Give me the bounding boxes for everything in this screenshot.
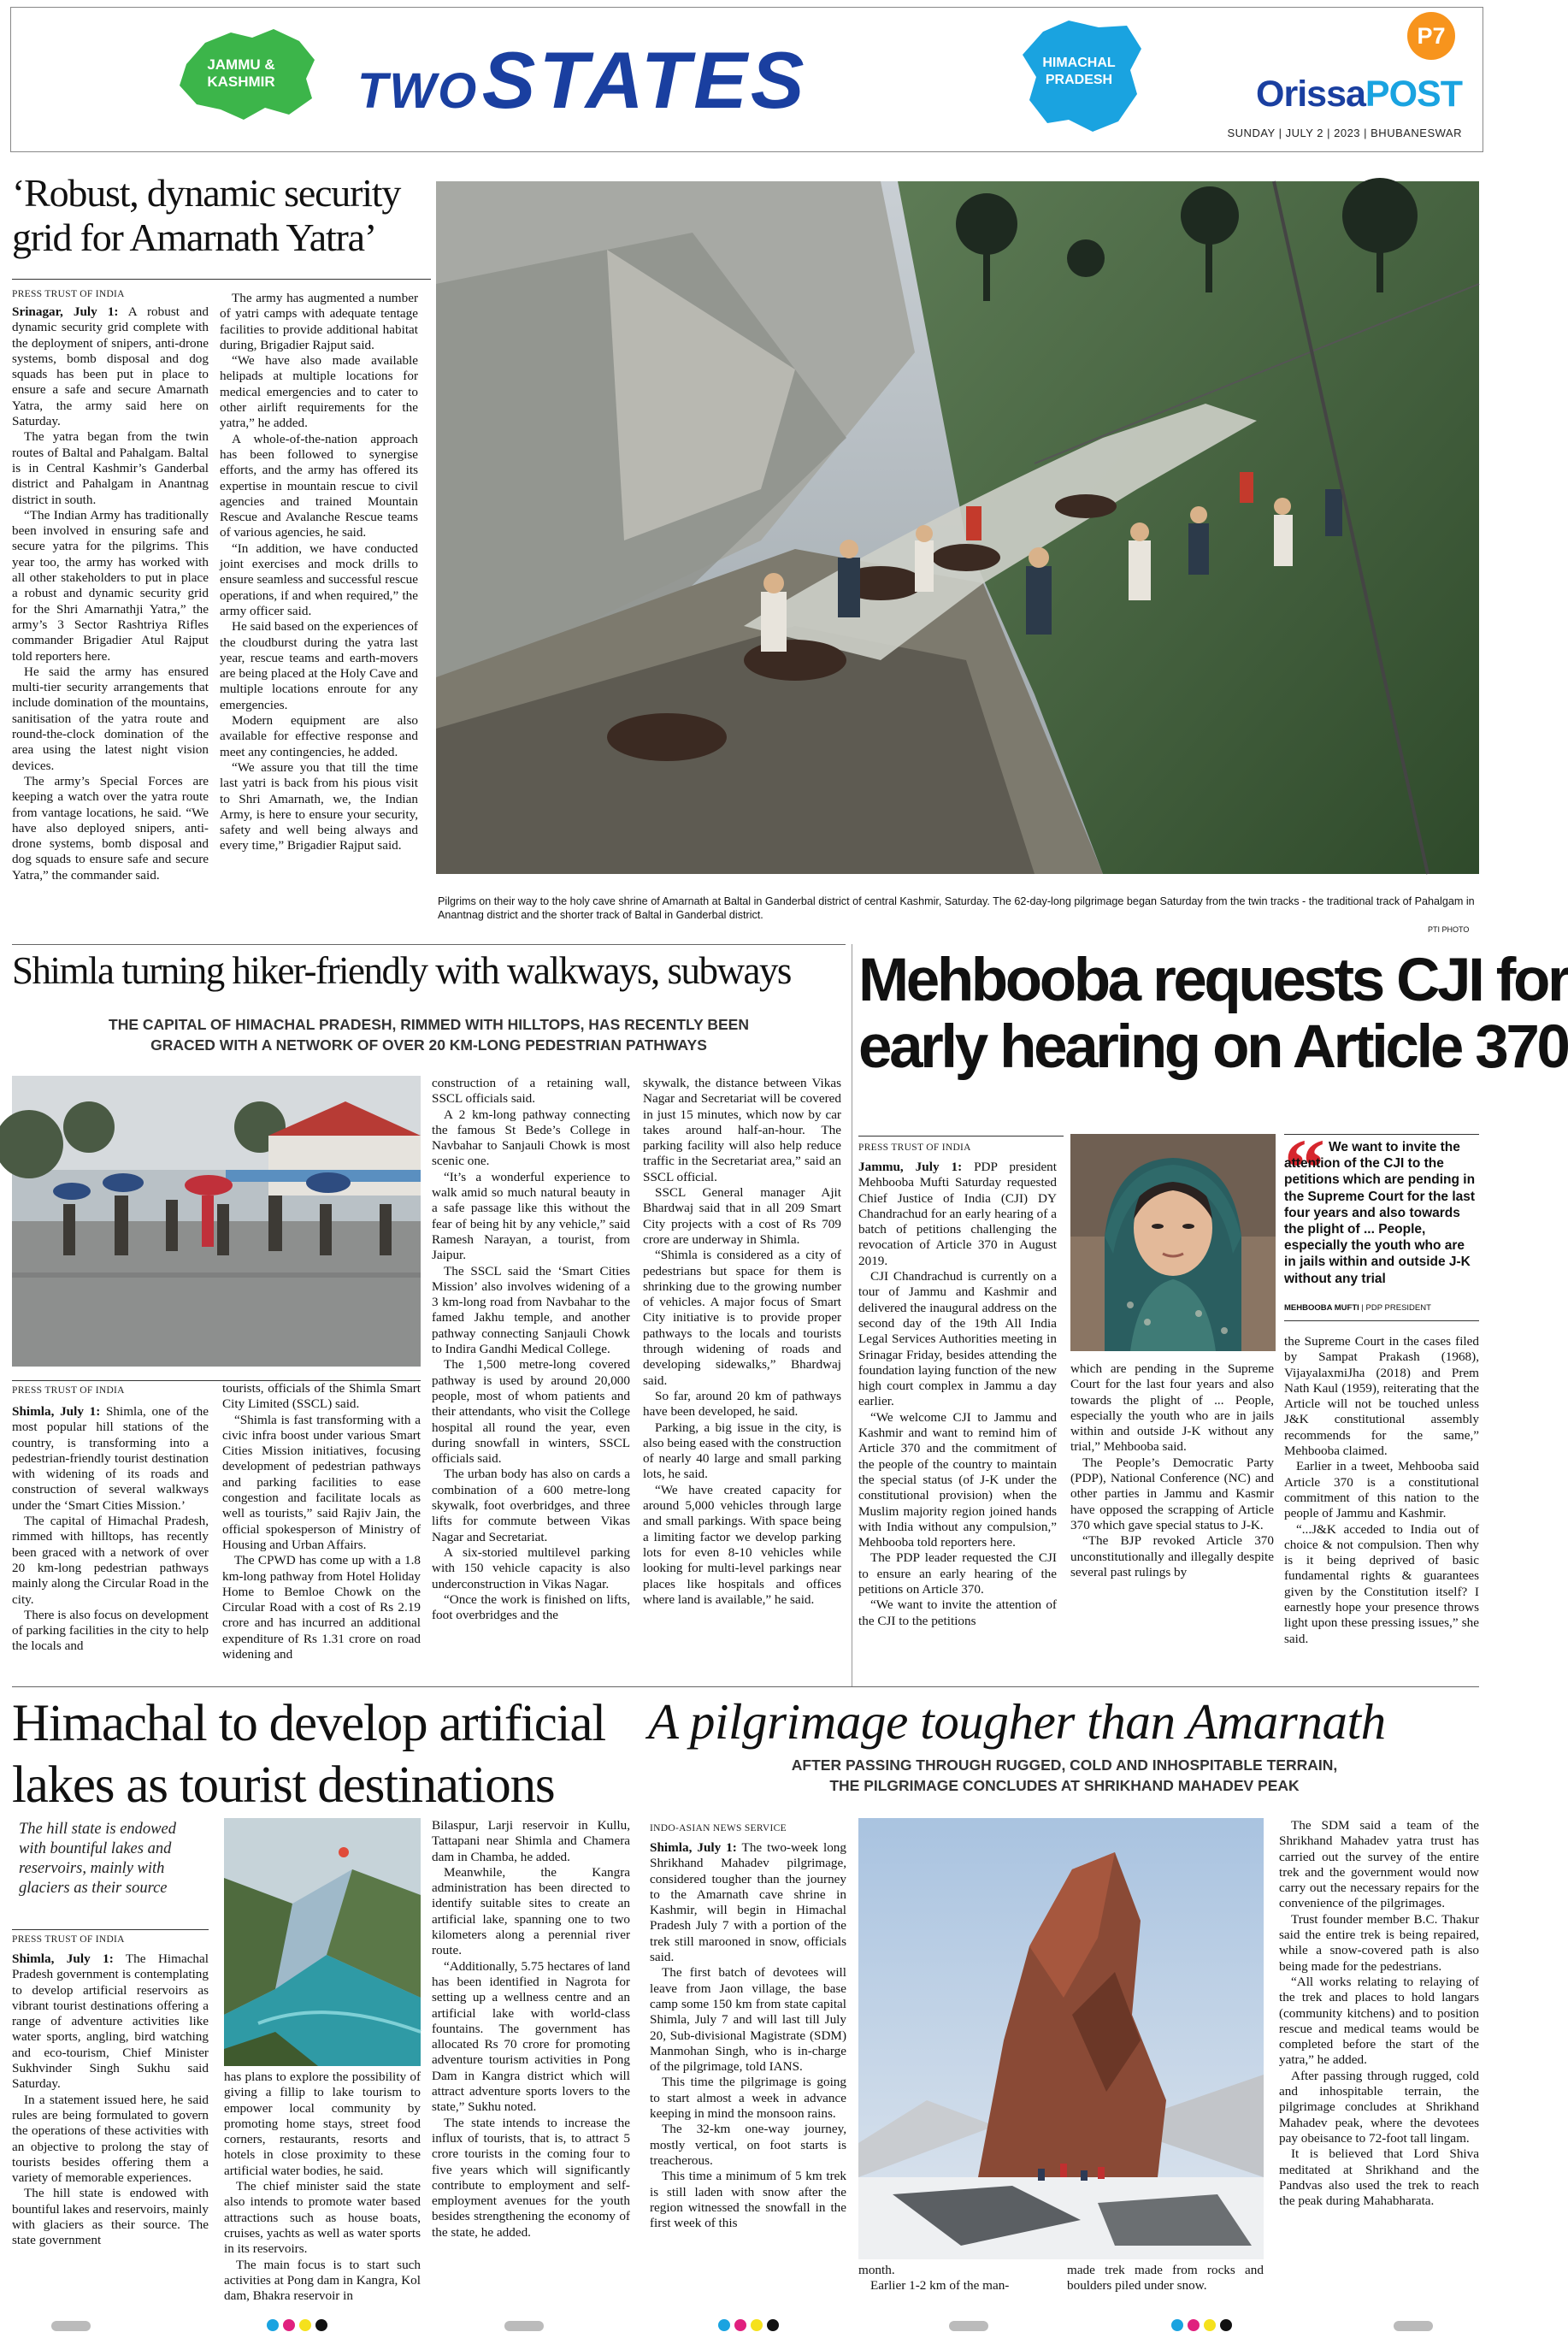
story5-byline: INDO-ASIAN NEWS SERVICE (650, 1823, 787, 1833)
article-paragraph: This time the pilgrimage is going to start almost a week in advance keeping in mind the monsoon rains. (650, 2075, 846, 2122)
pull-quote-attribution: MEHBOOBA MUFTI | PDP PRESIDENT (1284, 1303, 1431, 1313)
article-paragraph: After passing through rugged, cold and inhospitable terrain, the pilgrimage concludes at Shrikhand Mahadev peak, where the devotees pay obeisance to 72-foot tall lingam. (1279, 2068, 1479, 2146)
article-paragraph: “It’s a wonderful experience to walk amid so much natural beauty in a safe passage like this without the fear of being hit by any vehicle,” said Ramesh Narayan, a tourist, from Jaipur. (432, 1169, 630, 1263)
article-paragraph: There is also focus on development of parking facilities in the city to help the locals and (12, 1607, 209, 1654)
article-paragraph: “The BJP revoked Article 370 unconstitutionally and illegally despite several past rulings by (1070, 1533, 1274, 1579)
article-paragraph: Parking, a big issue in the city, is also being eased with the construction of nearly 40 large and small parking lots, he said. (643, 1420, 841, 1482)
article-paragraph: SSCL General manager Ajit Bhardwaj said that in all 209 Smart City projects with a cost of Rs 709 crore are underway in Shimla. (643, 1185, 841, 1247)
divider (1284, 1320, 1479, 1321)
article-paragraph: construction of a retaining wall, SSCL officials said. (432, 1076, 630, 1107)
article-paragraph: The urban body has also on cards a combination of a 600 metre-long skywalk, foot overbridges, and three lifts for commute between Vikas Nagar and Secretariat. (432, 1467, 630, 1544)
article-paragraph: made trek made from rocks and boulders piled under snow. (1067, 2263, 1264, 2294)
article-paragraph: “Shimla is fast transforming with a civic infra boost under various Smart Cities Mission initiatives, focusing development of pedestrian pathways and parking facilities to ease congestion and facilitate locals as well as tourists,” said Rajiv Jain, the official spokesperson of Ministry of Housing and Urban Affairs. (222, 1412, 421, 1552)
article-paragraph: Earlier 1-2 km of the man- (870, 2278, 1010, 2294)
story3-column-2 (1070, 1361, 1274, 1580)
article-paragraph: The 32-km one-way journey, mostly vertical, on foot starts is treacherous. (650, 2122, 846, 2168)
story4-headline-line2: lakes as tourist destinations (12, 1756, 555, 1814)
article-paragraph: The capital of Himachal Pradesh, rimmed with hilltops, has recently been graced with a network of over 20 km-long pedestrian pathways mainly along the Circular Road in the city. (12, 1514, 209, 1607)
story2-column-4 (643, 1076, 841, 1608)
article-paragraph: He said the army has ensured multi-tier security arrangements that include domination of the mountains, sanitisation of the yatra route and round-the-clock domination of the area using the latest night vision devices. (12, 664, 209, 773)
story2-deck-line2: GRACED WITH A NETWORK OF OVER 20 KM-LONG PEDESTRIAN PATHWAYS (150, 1036, 707, 1054)
article-paragraph: “In addition, we have conducted joint exercises and mock drills to ensure seamless and successful rescue operations, if and when required,” the army officer said. (220, 540, 418, 618)
color-registration-dots (718, 2319, 779, 2331)
article-paragraph: “Additionally, 5.75 hectares of land has been identified in Nagrota for setting up a wellness centre and an artificial lake with world-class fountains. The government has allocated Rs 70 crore for promoting adventure tourism activities in Pong Dam in Kangra district which will attract adventure sports lovers to the state,” Sukhu noted. (432, 1958, 630, 2115)
article-paragraph: has plans to explore the possibility of giving a fillip to lake tourism to empower local community by promoting home stays, street food corners, restaurants, resorts and hotels in close proximity to these artificial water bodies, he said. (224, 2069, 421, 2178)
story1-headline (12, 171, 431, 260)
article-paragraph: Shimla, July 1: Shimla, one of the most popular hill stations of the country, is transforming into a pedestrian-friendly tourist destination with widening of its roads and construction of several walkways under the ‘Smart Cities Mission.’ (12, 1404, 209, 1513)
story3-column-1 (858, 1160, 1057, 1629)
story4-column-2 (224, 2069, 421, 2304)
logo-orissa: Orissa (1256, 74, 1365, 115)
story4-byline: PRESS TRUST OF INDIA (12, 1934, 125, 1945)
article-paragraph: The SDM said a team of the Shrikhand Mahadev yatra trust has carried out the survey of the entire trek and the government would now carry out the necessary repairs for the convenience of the pilgrimages. (1279, 1818, 1479, 1911)
article-paragraph: “We welcome CJI to Jammu and Kashmir and want to remind him of Article 370 and the commitment of the people of the country to maintain the special status (of J-K under the constitutional provision) when the Muslim majority region joined hands with India without any compulsion,” Mehbooba told reporters here. (858, 1409, 1057, 1550)
story2-column-2 (222, 1381, 421, 1662)
divider (858, 1136, 1064, 1137)
article-paragraph: The People’s Democratic Party (PDP), National Conference (NC) and other parties in Jammu and Kasmir have opposed the scrapping of Article 370 which gave special status to J-K. (1070, 1455, 1274, 1532)
story3-column-3 (1284, 1334, 1479, 1647)
article-paragraph: tourists, officials of the Shimla Smart City Limited (SSCL) said. (222, 1381, 421, 1412)
story2-column-3 (432, 1076, 630, 1623)
story1-column-1 (12, 304, 209, 883)
story2-deck (12, 1014, 846, 1055)
article-paragraph: Meanwhile, the Kangra administration has been directed to identify suitable sites to create an artificial lake, spanning one to two kilometers along a perennial river route. (432, 1864, 630, 1958)
story1-headline-line1: ‘Robust, dynamic security (12, 171, 401, 215)
article-paragraph: “We want to invite the attention of the CJI to the petitions (858, 1597, 1057, 1628)
quote-role: PDP PRESIDENT (1365, 1303, 1431, 1313)
story2-byline: PRESS TRUST OF INDIA (12, 1385, 125, 1396)
jammu-kashmir-label: JAMMU & KASHMIR (207, 56, 275, 90)
article-paragraph: In a statement issued here, he said rules are being formulated to govern the operations of these activities with an objective to prolong the stay of tourists besides offering them a variety of memorable experiences. (12, 2092, 209, 2186)
article-paragraph: which are pending in the Supreme Court for the last four years and also towards the plight of ... People, especially the youth who are in jails within and outside J-K without any trial,” Mehbooba said. (1070, 1361, 1274, 1455)
article-paragraph: Modern equipment are also available for effective response and meet any contingencies, he added. (220, 713, 418, 759)
article-paragraph: “We assure you that till the time last yatri is back from his pious visit to Shri Amarnath, we, the Indian Army, is here to ensure your security, safety and well being always and every time,” Brigadier Rajput said. (220, 759, 418, 853)
pull-quote-text: We want to invite the attention of the CJI to the petitions which are pending in the Supreme Court for the last four years and also towards the plight of ... People, especially the youth who are in jails within and outside J-K without any trial (1284, 1140, 1476, 1286)
article-paragraph: The first batch of devotees will leave from Jaon village, the base camp some 150 km from state capital Shimla, July 7 and will last till July 20, Sub-divisional Magistrate (SDM) Manmohan Singh, who is in-charge of the pilgrimage, told IANS. (650, 1965, 846, 2075)
article-paragraph: “We have also made available helipads at multiple locations for medical emergencies and to cater to other airlift requirements for the yatra,” he added. (220, 353, 418, 431)
article-dateline: Shimla, July 1: (12, 1951, 114, 1966)
section-title (357, 34, 956, 128)
article-paragraph: the Supreme Court in the cases filed by Sampat Prakash (1968), VijayalaxmiJha (2018) and Prem Nath Kaul (1959), reiterating that the Article will not be touched unless J&K constitutional assembly recommends for the same,” Mehbooba claimed. (1284, 1334, 1479, 1459)
section-title-two: TWO (357, 63, 479, 119)
story5-column-1 (650, 1840, 846, 2231)
article-paragraph: Srinagar, July 1: A robust and dynamic security grid complete with the deployment of snipers, anti-drone systems, bomb disposal and dog squads has been put in place to ensure a safe and secure Amarnath Yatra, the army said here on Saturday. (12, 304, 209, 429)
himachal-label: HIMACHAL PRADESH (1042, 56, 1116, 87)
article-paragraph: “...J&K acceded to India out of choice & not compulsion. Then why is it being deprived of basic fundamental rights & guarantees given by the Constitution itself? I earnestly hope your presence throws light upon these pressing issues,” she said. (1284, 1521, 1479, 1646)
story1-byline: PRESS TRUST OF INDIA (12, 289, 125, 299)
quote-mark-icon: “ (1284, 1122, 1325, 1213)
shimla-rain-photo (12, 1076, 421, 1367)
article-dateline: Shimla, July 1: (12, 1404, 101, 1419)
article-paragraph: Shimla, July 1: The two-week long Shrikhand Mahadev pilgrimage, considered tougher than the journey to the Amarnath cave shrine in Kashmir, will begin in Himachal Pradesh July 7 with a portion of the trek still marooned in snow, officials said. (650, 1840, 846, 1965)
story5-deck (650, 1755, 1479, 1796)
article-paragraph: A whole-of-the-nation approach has been followed to synergise efforts, and the army has offered its expertise in mountain rescue to civil agencies and trained Mountain Rescue and Avalanche Rescue teams of various agencies, he said. (220, 431, 418, 540)
divider (12, 279, 431, 280)
amarnath-photo-caption: Pilgrims on their way to the holy cave shrine of Amarnath at Baltal in Ganderbal district of central Kashmir, Saturday. The 62-day-long pilgrimage began Saturday from the twin tracks - the traditional track of Pahalgam in Anantnag district and the shorter track of Baltal in Ganderbal district. (438, 895, 1475, 921)
story4-column-3 (432, 1818, 630, 2241)
article-paragraph: “Once the work is finished on lifts, foot overbridges and the (432, 1591, 630, 1623)
story1-column-2 (220, 291, 418, 854)
article-dateline: Jammu, July 1: (858, 1160, 963, 1174)
color-registration-dots (1171, 2319, 1232, 2331)
article-dateline: Shimla, July 1: (650, 1840, 737, 1855)
amarnath-pilgrims-photo (436, 181, 1479, 874)
divider (12, 1929, 209, 1930)
story1-headline-line2: grid for Amarnath Yatra’ (12, 215, 376, 259)
story5-column-2 (858, 2263, 1055, 2294)
story5-deck-line2: THE PILGRIMAGE CONCLUDES AT SHRIKHAND MAHADEV PEAK (829, 1777, 1300, 1794)
article-paragraph: The army’s Special Forces are keeping a watch over the yatra route from vantage locations, he said. “We have also deployed snipers, anti-drone systems, bomb disposal and dog squads to ensure safe and secure Yatra,” the commander said. (12, 773, 209, 883)
article-paragraph: It is believed that Lord Shiva meditated at Shrikhand and the Pandvas also used the trek to reach the peak during Mahabharata. (1279, 2146, 1479, 2209)
article-paragraph: The state intends to increase the influx of tourists, that is, to attract 5 crore tourists in the coming four to five years which will significantly contribute to employment and self-employment avenues for the youth besides strengthening the economy of the state, he added. (432, 2115, 630, 2240)
article-paragraph: Earlier in a tweet, Mehbooba said Article 370 is a constitutional commitment of this nation to the people of Jammu and Kashmir. (1284, 1459, 1479, 1521)
article-paragraph: So far, around 20 km of pathways have been developed, he said. (643, 1388, 841, 1420)
print-bar (51, 2321, 91, 2331)
article-paragraph: The CPWD has come up with a 1.8 km-long pathway from Hotel Holiday Home to Bemloe Chowk on the Circular Road with a cost of Rs 2.19 crore and has incurred an additional expenditure of Rs 1.31 crore on road widening and (222, 1553, 421, 1662)
article-paragraph: He said based on the experiences of the cloudburst during the yatra last year, rescue teams and earth-movers are being placed at the Holy Cave and multiple locations enroute for any emergencies. (220, 619, 418, 712)
article-paragraph: The main focus is to start such activities at Pong dam in Kangra, Kol dam, Bhakra reservoir in (224, 2257, 421, 2304)
story5-column-4 (1279, 1818, 1479, 2209)
article-paragraph: A 2 km-long pathway connecting the famous St Bede’s College in Navbahar to Sanjauli Chowk is most scenic one. (432, 1107, 630, 1169)
reservoir-photo (224, 1818, 421, 2066)
story4-standfirst: The hill state is endowed with bountiful lakes and reservoirs, mainly with glaciers as their source (19, 1821, 176, 1897)
article-paragraph: This time a minimum of 5 km trek is still laden with snow after the region witnessed the snowfall in the first week of this (650, 2169, 846, 2231)
color-registration-dots (267, 2319, 327, 2331)
story5-headline: A pilgrimage tougher than Amarnath (648, 1693, 1386, 1750)
article-paragraph: “All works relating to relaying of the trek and places to hold langars (community kitchens) and to position rescue and medical teams would be completed before the start of the yatra,” he added. (1279, 1974, 1479, 2068)
logo-post: POST (1365, 74, 1462, 115)
article-paragraph: The hill state is endowed with bountiful lakes and reservoirs, mainly with glaciers as their source. The state government (12, 2186, 209, 2248)
article-paragraph: The PDP leader requested the CJI to ensure an early hearing of the petitions on Article 370. (858, 1550, 1057, 1597)
print-bar (1394, 2321, 1433, 2331)
divider (12, 1686, 1479, 1687)
page-number-badge (1407, 12, 1455, 60)
amarnath-photo-credit: PTI PHOTO (1428, 925, 1470, 934)
quote-name: MEHBOOBA MUFTI (1284, 1303, 1359, 1313)
article-paragraph: skywalk, the distance between Vikas Nagar and Secretariat will be covered in just 15 minutes, which now by car takes around half-an-hour. The parking facility will also help reduce traffic in the Secretariat area,” said an SSCL official. (643, 1076, 841, 1184)
article-paragraph: CJI Chandrachud is currently on a tour of Jammu and Kashmir and delivered the inaugural address on the second day of the 19th All India Legal Services Authorities meeting in Srinagar Friday, besides attending the foundation laying function of the new high court complex in Jammu a day earlier. (858, 1269, 1057, 1409)
article-paragraph: month. (858, 2263, 895, 2277)
newspaper-logo (1248, 74, 1462, 115)
page-number: P7 (1417, 23, 1446, 49)
article-paragraph: “Shimla is considered as a city of pedestrians but space for them is shrinking due to the growing number of vehicles. A major focus of Smart City initiative is to provide proper pathways to the locals and tourists through widening of roads and developing sidewalks,” Bhardwaj said. (643, 1248, 841, 1388)
article-paragraph: A six-storied multilevel parking with 150 vehicle capacity is also underconstruction in Vikas Nagar. (432, 1544, 630, 1591)
divider (12, 944, 846, 945)
story3-headline-line2: early hearing on Article 370 (858, 1013, 1568, 1081)
story2-headline: Shimla turning hiker-friendly with walkways, subways (12, 949, 791, 992)
story4-column-1 (12, 1951, 209, 2249)
article-paragraph: The 1,500 metre-long covered pathway is used by around 20,000 people, most of whom patients and their attendants, who visit the College hospital all round the year, even during snowfall in winters, SSCL officials said. (432, 1357, 630, 1467)
article-paragraph: “We have created capacity for around 5,000 vehicles through large and small parkings. With space being a limiting factor we develop parking lots for even 8-10 vehicles while looking for multi-level parkings near places like hospitals and offices where land is available,” he said. (643, 1482, 841, 1607)
article-paragraph: The chief minister said the state also intends to promote water based attractions such as house boats, cruises, yachts as well as water sports in its reservoirs. (224, 2179, 421, 2257)
story4-headline (12, 1693, 645, 1816)
print-bar (504, 2321, 544, 2331)
story3-headline-line1: Mehbooba requests CJI for (858, 947, 1568, 1014)
article-dateline: Srinagar, July 1: (12, 304, 119, 319)
story5-deck-line1: AFTER PASSING THROUGH RUGGED, COLD AND INHOSPITABLE TERRAIN, (791, 1756, 1338, 1774)
issue-dateline: SUNDAY | JULY 2 | 2023 | BHUBANESWAR (1227, 127, 1462, 139)
mehbooba-mufti-photo (1070, 1134, 1276, 1351)
print-bar (949, 2321, 988, 2331)
story5-column-3 (1067, 2263, 1264, 2294)
story3-byline: PRESS TRUST OF INDIA (858, 1142, 971, 1153)
story3-headline (858, 947, 1568, 1081)
shrikhand-mahadev-peak-photo (858, 1818, 1264, 2259)
article-paragraph: The SSCL said the ‘Smart Cities Mission’ also involves widening of a 3 km-long road from Navbahar to the famed Jakhu temple, and another pathway connecting Sanjauli Chowk to Indira Gandhi Medical College. (432, 1263, 630, 1357)
story2-deck-line1: THE CAPITAL OF HIMACHAL PRADESH, RIMMED WITH HILLTOPS, HAS RECENTLY BEEN (109, 1016, 749, 1033)
article-paragraph: Shimla, July 1: The Himachal Pradesh government is contemplating to develop artificial reservoirs as vibrant tourist destinations offering a range of adventure activities like water sports, angling, bird watching and eco-tourism, Chief Minister Sukhvinder Singh Sukhu said Saturday. (12, 1951, 209, 2092)
story4-headline-line1: Himachal to develop artificial (12, 1695, 606, 1752)
section-title-states: STATES (481, 35, 808, 125)
story2-column-1 (12, 1404, 209, 1655)
article-paragraph: “The Indian Army has traditionally been involved in ensuring safe and secure yatra for the pilgrims. This year too, the army has worked with all other stakeholders to put in place a robust and dynamic security grid for the Shri Amarnathji Yatra,” the army’s 3 Sector Rashtriya Rifles commander Brigadier Atul Rajput told reporters here. (12, 507, 209, 664)
article-paragraph: The army has augmented a number of yatri camps with adequate tentage facilities to provide additional habitat during, Brigadier Rajput said. (220, 291, 418, 352)
article-paragraph: Bilaspur, Larji reservoir in Kullu, Tattapani near Shimla and Chamera dam in Chamba, he added. (432, 1818, 630, 1864)
article-paragraph: The yatra began from the twin routes of Baltal and Pahalgam. Baltal is in Central Kashmir’s Ganderbal district and Pahalgam in Anantnag district in south. (12, 429, 209, 507)
article-paragraph: Trust founder member B.C. Thakur said the entire trek is being repaired, while a snow-covered path is also being made for the pedestrians. (1279, 1911, 1479, 1974)
article-paragraph: Jammu, July 1: PDP president Mehbooba Mufti Saturday requested Chief Justice of India (CJI) DY Chandrachud for an early hearing of a batch of petitions challenging the revocation of Article 370 in August 2019. (858, 1160, 1057, 1268)
